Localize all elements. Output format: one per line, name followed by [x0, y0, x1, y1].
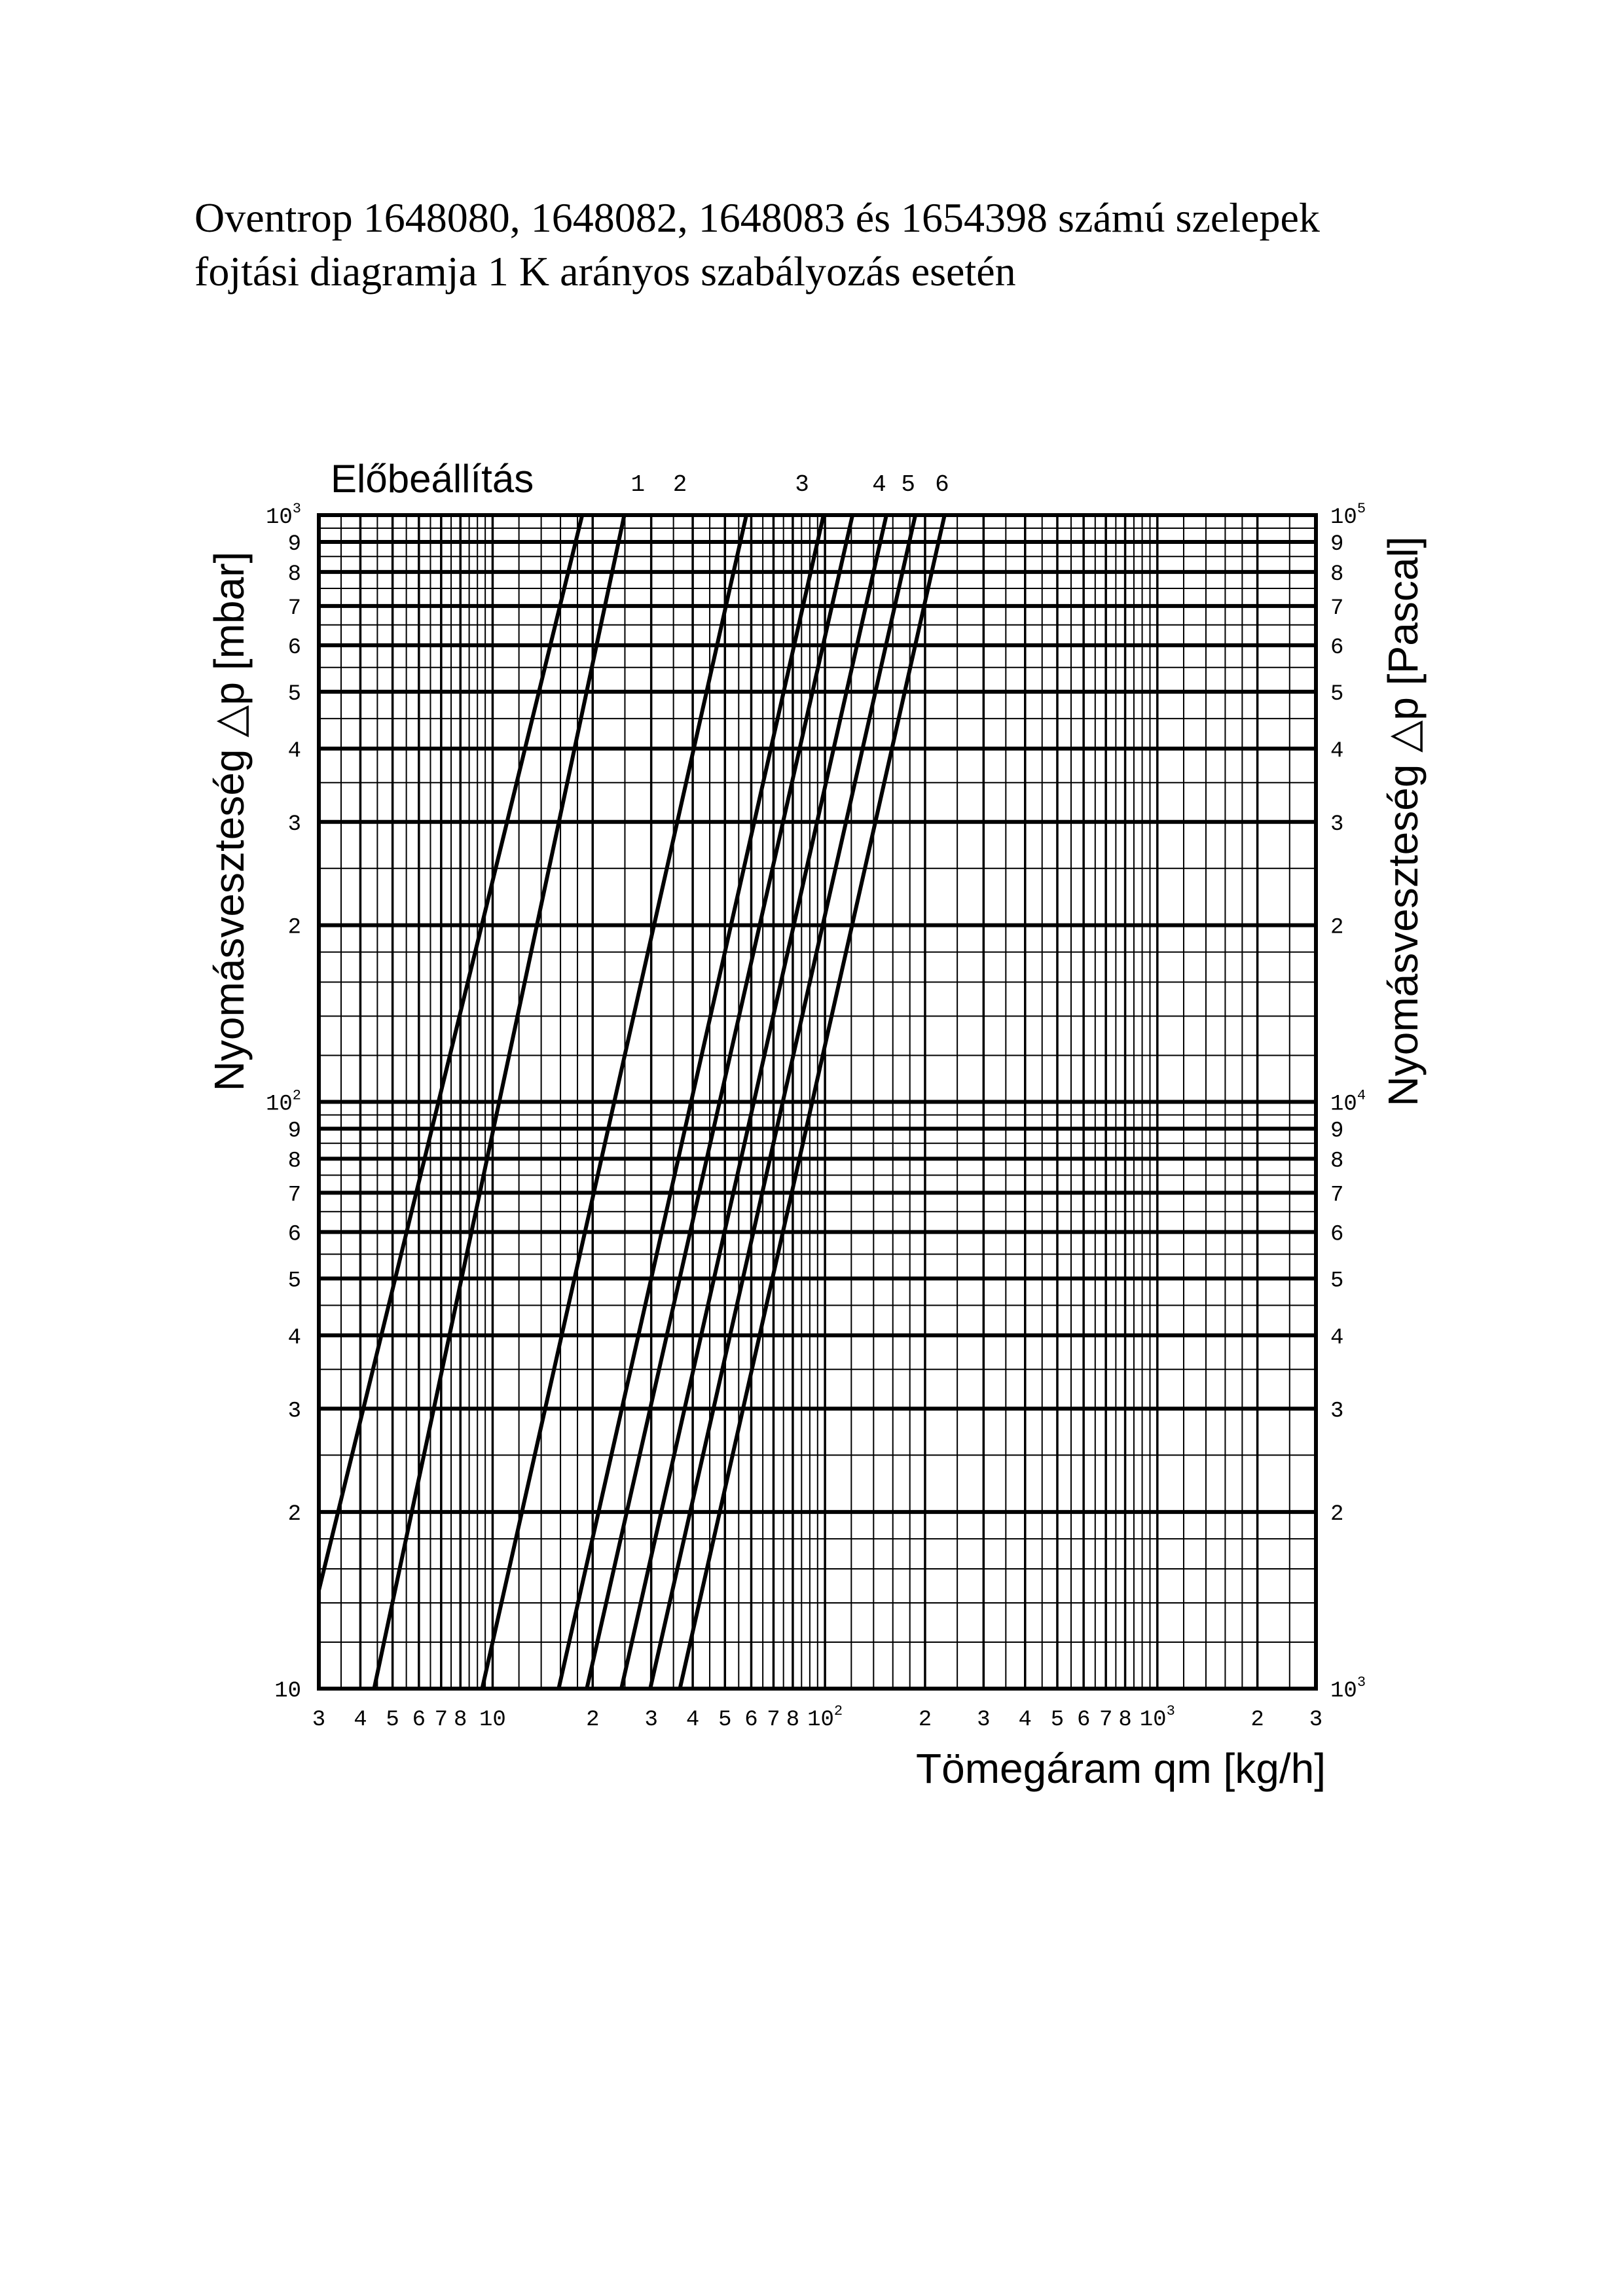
y-tick-label-right: 2 — [1330, 1502, 1344, 1528]
y-tick-label-right: 8 — [1330, 562, 1344, 587]
x-tick-label: 7 — [434, 1708, 448, 1732]
x-tick-label: 4 — [685, 1708, 700, 1732]
y-tick-label-left: 9 — [287, 1119, 301, 1144]
y-tick-label-right: 7 — [1330, 1183, 1344, 1208]
x-tick-label: 6 — [1076, 1708, 1091, 1732]
y-tick-label-left: $10^3$ — [265, 501, 301, 530]
y-tick-label-left: 2 — [287, 1502, 301, 1528]
x-tick-label: 3 — [644, 1708, 658, 1732]
y-tick-label-left: 7 — [287, 1183, 301, 1208]
y-tick-label-left: 5 — [287, 681, 301, 707]
x-axis-label: Tömegáram qm [kg/h] — [916, 1745, 1326, 1792]
y-tick-label-left: 4 — [287, 1325, 301, 1351]
y-tick-label-right: 6 — [1330, 635, 1344, 660]
legend-item: 3 — [795, 471, 809, 498]
x-tick-label: 5 — [386, 1708, 399, 1732]
x-tick-label: 7 — [1099, 1708, 1113, 1732]
legend-title: Előbeállítás — [331, 457, 534, 501]
y-tick-label-right: 2 — [1330, 915, 1344, 941]
title-line-1: Oventrop 1648080, 1648082, 1648083 és 1654398 számú szelepek — [194, 194, 1320, 241]
x-tick-label: 3 — [1309, 1708, 1323, 1732]
y-tick-label-right: 4 — [1330, 1325, 1344, 1351]
y-tick-label-right: $10^4$ — [1330, 1087, 1366, 1117]
x-tick-label: 3 — [312, 1708, 326, 1732]
x-tick-label: 8 — [786, 1708, 800, 1732]
y-tick-label-right: $10^5$ — [1330, 501, 1366, 530]
y-tick-label-right: 5 — [1330, 681, 1344, 707]
x-tick-label: 4 — [1018, 1708, 1032, 1732]
legend — [331, 457, 949, 501]
y-tick-label-right: 3 — [1330, 1399, 1344, 1424]
y-tick-label-right: $10^3$ — [1330, 1674, 1366, 1704]
x-tick-label: 5 — [1050, 1708, 1065, 1732]
y-tick-label-right: 9 — [1330, 532, 1344, 558]
x-tick-label: 5 — [718, 1708, 732, 1732]
x-tick-label: 4 — [354, 1708, 367, 1732]
y-tick-label-left: 6 — [287, 1222, 301, 1247]
legend-item: 5 — [901, 471, 915, 498]
x-tick-label: 6 — [744, 1708, 758, 1732]
title-line-2: fojtási diagramja 1 K arányos szabályozás esetén — [194, 248, 1016, 295]
y-tick-label-left: 8 — [287, 1149, 301, 1174]
y-tick-label-right: 5 — [1330, 1268, 1344, 1294]
y-tick-label-left: 7 — [287, 596, 301, 621]
x-tick-label: $10^3$ — [1139, 1703, 1175, 1732]
legend-item: 4 — [872, 471, 886, 498]
legend-item: 6 — [935, 471, 949, 498]
y-axis-label-left: Nyomásveszteség △p [mbar] — [206, 551, 253, 1092]
y-axis-label-right: Nyomásveszteség △p [Pascal] — [1379, 536, 1427, 1107]
x-tick-label: 6 — [412, 1708, 426, 1732]
y-tick-label-right: 9 — [1330, 1119, 1344, 1144]
x-tick-label: 8 — [454, 1708, 467, 1732]
x-tick-label: 10 — [479, 1708, 506, 1732]
x-tick-label: $10^2$ — [807, 1703, 843, 1732]
x-tick-label: 2 — [1250, 1708, 1264, 1732]
y-tick-label-left: 2 — [287, 915, 301, 941]
y-tick-label-left: 10 — [274, 1679, 301, 1704]
y-tick-label-right: 7 — [1330, 596, 1344, 621]
y-tick-label-left: 5 — [287, 1268, 301, 1294]
y-tick-label-left: 9 — [287, 532, 301, 558]
legend-item: 1 — [630, 471, 646, 498]
x-tick-label: 7 — [767, 1708, 780, 1732]
y-tick-label-left: 8 — [287, 562, 301, 587]
y-tick-label-right: 3 — [1330, 812, 1344, 837]
grid — [319, 515, 1316, 1689]
y-tick-label-left: 6 — [287, 635, 301, 660]
y-tick-label-left: 3 — [287, 812, 301, 837]
y-tick-label-right: 4 — [1330, 738, 1344, 764]
x-tick-label: 8 — [1118, 1708, 1132, 1732]
legend-item: 2 — [672, 471, 687, 498]
x-tick-label: 3 — [977, 1708, 991, 1732]
y-tick-label-left: 3 — [287, 1399, 301, 1424]
y-tick-label-left: $10^2$ — [265, 1087, 301, 1117]
x-tick-label: 2 — [918, 1708, 932, 1732]
y-tick-label-left: 4 — [287, 738, 301, 764]
x-tick-label: 2 — [586, 1708, 600, 1732]
y-tick-label-right: 8 — [1330, 1149, 1344, 1174]
y-tick-label-right: 6 — [1330, 1222, 1344, 1247]
